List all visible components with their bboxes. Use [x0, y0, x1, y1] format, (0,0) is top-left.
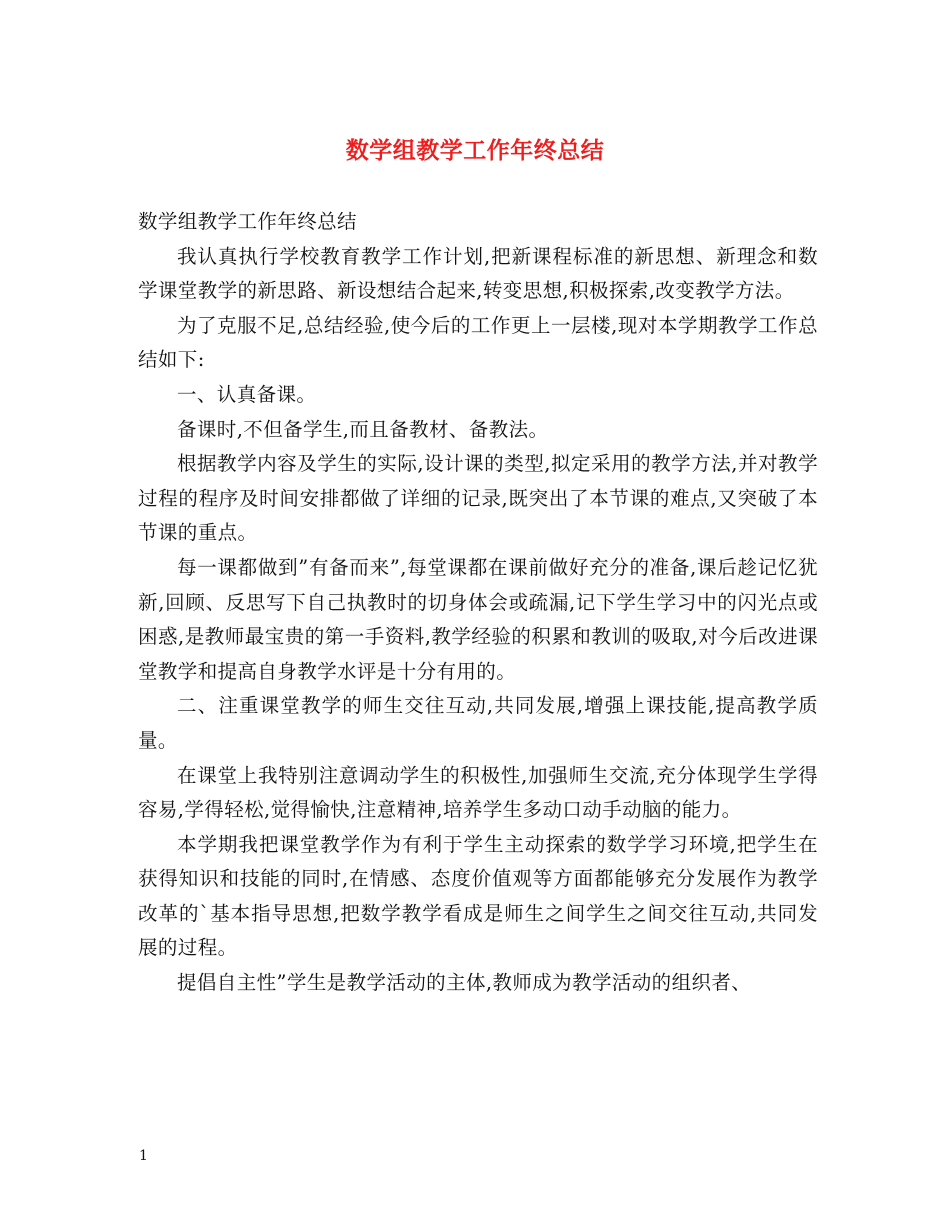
- paragraph-subtitle: 数学组教学工作年终总结: [138, 210, 357, 233]
- paragraph: 我认真执行学校教育教学工作计划,把新课程标准的新思想、新理念和数学课堂教学的新思路、新设想结合起来,转变思想,积极探索,改变教学方法。: [138, 244, 818, 303]
- paragraph: 在课堂上我特别注意调动学生的积极性,加强师生交流,充分体现学生学得容易,学得轻松,觉得愉快,注意精神,培养学生多动口动手动脑的能力。: [138, 763, 818, 822]
- paragraph: 每一课都做到”有备而来”,每堂课都在课前做好充分的准备,课后趁记忆犹新,回顾、反思写下自己执教时的切身体会或疏漏,记下学生学习中的闪光点或困惑,是教师最宝贵的第一手资料,教学经验的积累和教训的吸取,对今后改进课堂教学和提高自身教学水评是十分有用的。: [138, 555, 818, 683]
- paragraph: 提倡自主性”学生是教学活动的主体,教师成为教学活动的组织者、: [177, 971, 752, 995]
- section-heading: 二、注重课堂教学的师生交往互动,共同发展,增强上课技能,提高教学质量。: [138, 694, 818, 752]
- page-number: 1: [139, 1148, 148, 1164]
- section-heading: 一、认真备课。: [177, 382, 317, 406]
- paragraph: 备课时,不但备学生,而且备教材、备教法。: [177, 417, 549, 441]
- paragraph: 本学期我把课堂教学作为有利于学生主动探索的数学学习环境,把学生在获得知识和技能的同时,在情感、态度价值观等方面都能够充分发展作为教学改革的`基本指导思想,把数学教学看成是师生之间学生之间交往互动,共同发展的过程。: [138, 832, 818, 960]
- document-body: [138, 205, 818, 1001]
- document-title: 数学组教学工作年终总结: [345, 138, 605, 164]
- paragraph: 根据教学内容及学生的实际,设计课的类型,拟定采用的教学方法,并对教学过程的程序及时间安排都做了详细的记录,既突出了本节课的难点,又突破了本节课的重点。: [138, 452, 818, 545]
- paragraph: 为了克服不足,总结经验,使今后的工作更上一层楼,现对本学期教学工作总结如下:: [138, 313, 818, 372]
